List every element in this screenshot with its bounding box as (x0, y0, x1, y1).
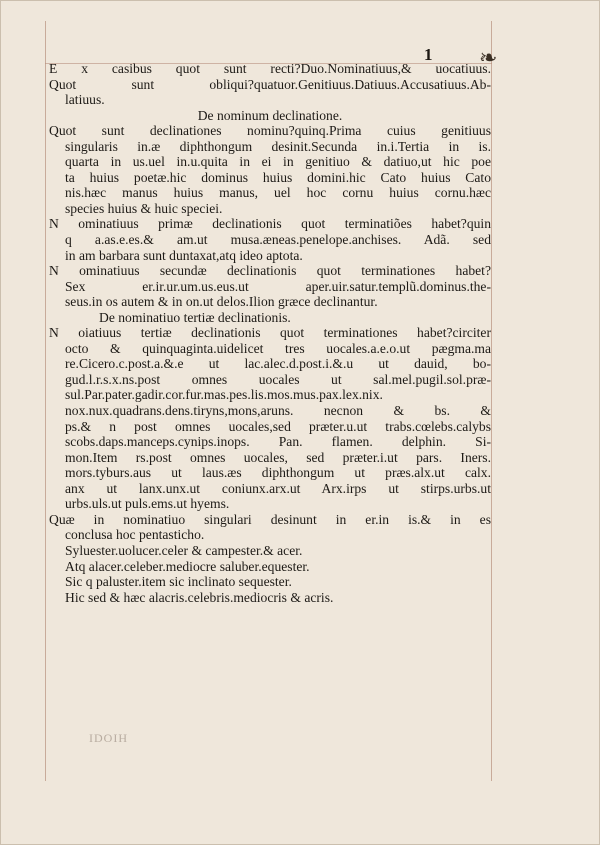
text-line: Quæ in nominatiuo singulari desinunt in er.in is.& in es (49, 511, 491, 527)
verse-line: Hic sed & hæc alacris.celebris.mediocris & acris. (65, 589, 334, 605)
section-heading: De nominum declinatione. (197, 107, 343, 123)
text-line: singularis in.æ diphthongum desinit.Secunda in.i.Tertia in is. (65, 138, 491, 154)
text-line: species huius & huic speciei. (65, 200, 223, 216)
text-line: nis.hæc manus huius manus, uel hoc cornu huius cornu.hæc (65, 185, 491, 201)
left-ruling-line (45, 21, 46, 781)
text-line: scobs.daps.manceps.cynips.inops. Pan. flamen. delphin. Si- (65, 434, 491, 450)
text-line: re.Cicero.c.post.a.&.e ut lac.alec.d.post.i.&.u ut dauid, bo- (65, 356, 491, 372)
text-line: Sex er.ir.ur.um.us.eus.ut aper.uir.satur.templũ.dominus.the- (65, 278, 491, 294)
text-line: N ominatiuus primæ declinationis quot terminatiões habet?quin (49, 216, 491, 232)
text-line: Quot sunt obliqui?quatuor.Genitiuus.Datiuus.Accusatiuus.Ab- (49, 76, 491, 92)
text-line: nox.nux.quadrans.dens.tiryns,mons,aruns. necnon & bs. & (65, 403, 491, 419)
verse-line: Syluester.uolucer.celer & campester.& acer. (65, 542, 303, 558)
text-line: in am barbara sunt duntaxat,atq ideo aptota. (65, 247, 303, 263)
text-line: latiuus. (65, 92, 105, 108)
text-line: seus.in os autem & in on.ut delos.Ilion græce declinantur. (65, 294, 378, 310)
verse-line: Sic q paluster.item sic inclinato sequester. (65, 574, 292, 590)
text-line: mon.Item rs.post omnes uocales, sed præter.i.ut pars. Iners. (65, 449, 491, 465)
text-line: gud.l.r.s.x.ns.post omnes uocales ut sal.mel.pugil.sol.præ- (65, 371, 491, 387)
text-line: ta huius poetæ.hic dominus huius domini.hic Cato huius Cato (65, 169, 491, 185)
text-line: anx ut lanx.unx.ut coniunx.arx.ut Arx.irps ut stirps.urbs.ut (65, 480, 491, 496)
right-ruling-line (491, 21, 492, 781)
text-line: quarta in us.uel in.u.quita in ei in genitiuo & datiuo,ut hic poe (65, 154, 491, 170)
text-line: octo & quinquaginta.uidelicet tres uocales.a.e.o.ut pægma.ma (65, 340, 491, 356)
text-line: sul.Par.pater.gadir.cor.fur.mas.pes.lis.mos.mus.pax.lex.nix. (65, 387, 383, 403)
text-line: mors.tyburs.aus ut laus.æs diphthongum ut præs.alx.ut calx. (65, 465, 491, 481)
faint-show-through-mark: IDOIH (89, 731, 128, 745)
page-number: 1 (424, 45, 433, 64)
text-line: Quot sunt declinationes nominu?quinq.Prima cuius genitiuus (49, 123, 491, 139)
text-line: N oiatiuus tertiæ declinationis quot terminationes habet?circiter (49, 325, 491, 341)
fleuron-icon: ❧ (479, 45, 498, 70)
text-line: urbs.uls.ut puls.ems.ut hyems. (65, 496, 230, 512)
text-line: E x casibus quot sunt recti?Duo.Nominatiuus,& uocatiuus. (49, 61, 491, 76)
text-line: ps.& n post omnes uocales,sed præter.u.ut trabs.cœlebs.calybs (65, 418, 491, 434)
text-line: conclusa hoc pentasticho. (65, 527, 205, 543)
verse-line: Atq alacer.celeber.mediocre saluber.equester. (65, 558, 310, 574)
section-heading: De nominatiuo tertiæ declinationis. (99, 309, 291, 325)
page-text (49, 61, 491, 605)
text-line: N ominatiuus secundæ declinationis quot terminationes habet? (49, 263, 491, 279)
text-line: q a.as.e.es.& am.ut musa.æneas.penelope.anchises. Adã. sed (65, 232, 491, 248)
